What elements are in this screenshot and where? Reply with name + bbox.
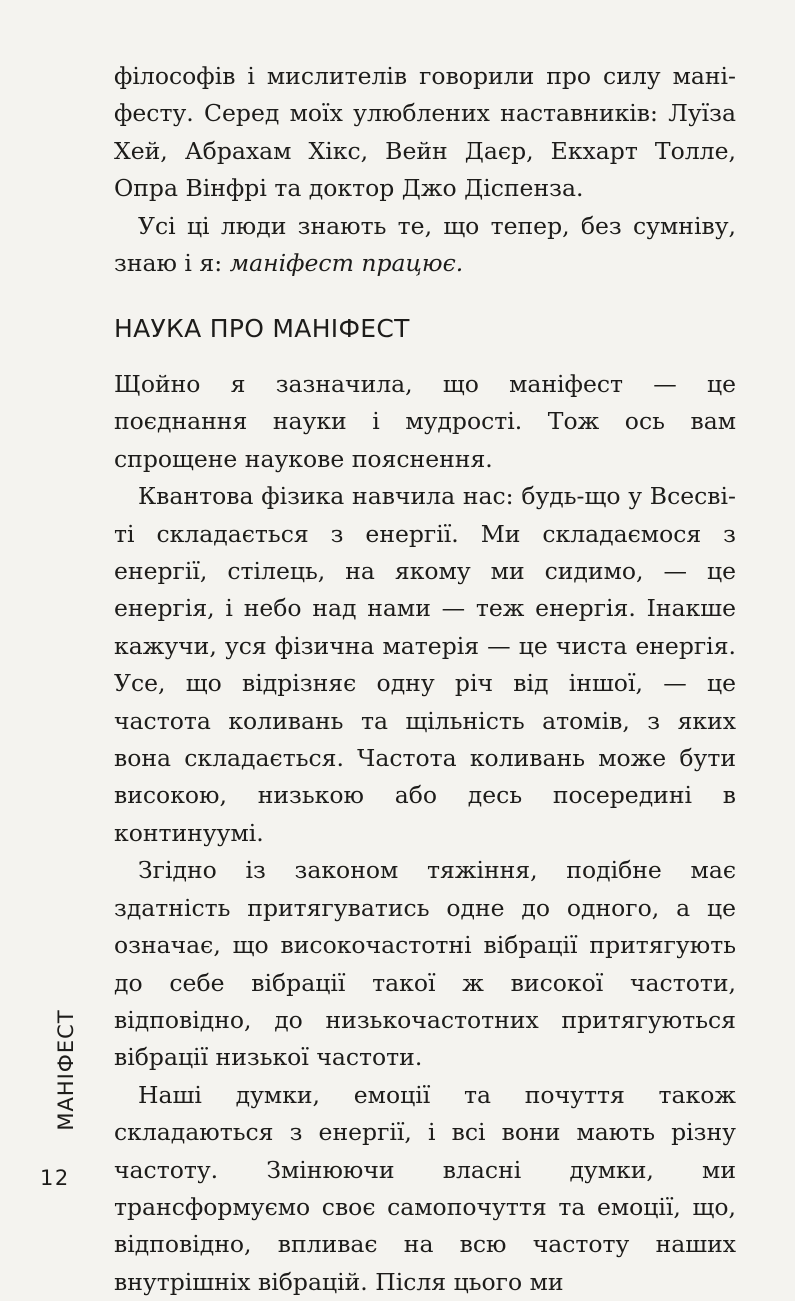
paragraph-lead: Усі ці люди знають те, що тепер, без сумніву, знаю і я: bbox=[114, 211, 736, 278]
running-head bbox=[22, 500, 82, 1131]
paragraph: Згідно із законом тяжіння, подібне має здатність притягуватись одне до одного, а це означає, що високочастотні вібрації притягують до себе вібрації такої ж високої частоти, відповідно, до низькочастотних притягуються вібрації низької частоти. bbox=[114, 856, 736, 1072]
top-text-block bbox=[114, 58, 736, 282]
paragraph: Щойно я зазначила, що маніфест — це поєднання науки і мудрості. Тож ось вам спрощене наукове пояснення. bbox=[114, 370, 736, 473]
body-text-block bbox=[114, 366, 736, 1301]
running-head-title: МАНІФЕСТ bbox=[54, 1009, 78, 1131]
page-number: 12 bbox=[40, 1166, 70, 1190]
paragraph: Наші думки, емоції та почуття також складаються з енергії, і всі вони мають різну частоту. Змінюючи власні думки, ми трансформуємо своє самопочуття та емоції, що, відповідно, впливає на всю частоту наших внутрішніх вібрацій. Після цього ми bbox=[114, 1080, 736, 1296]
paragraph-emphasis: маніфест працює. bbox=[229, 249, 464, 278]
paragraph: Квантова фізика навчила нас: будь-що у Всесвіті складається з енергії. Ми складаємося з енергії, стілець, на якому ми сидимо, — це енергія, і небо над нами — теж енергія. Інакше кажучи, уся фізична матерія — це чиста енергія. Усе, що відрізняє одну річ від іншої, — це частота коливань та щільність атомів, з яких вона складається. Частота коливань може бути високою, низькою або десь посередині в континуумі. bbox=[114, 482, 736, 847]
paragraph bbox=[114, 208, 736, 283]
paragraph: філософів і мислителів говорили про силу маніфесту. Серед моїх улюблених наставників: Луїза Хей, Абрахам Хікс, Вейн Даєр, Екхарт Толле, Опра Вінфрі та доктор Джо Діспенза. bbox=[114, 62, 736, 203]
section-heading: НАУКА ПРО МАНІФЕСТ bbox=[114, 314, 410, 343]
